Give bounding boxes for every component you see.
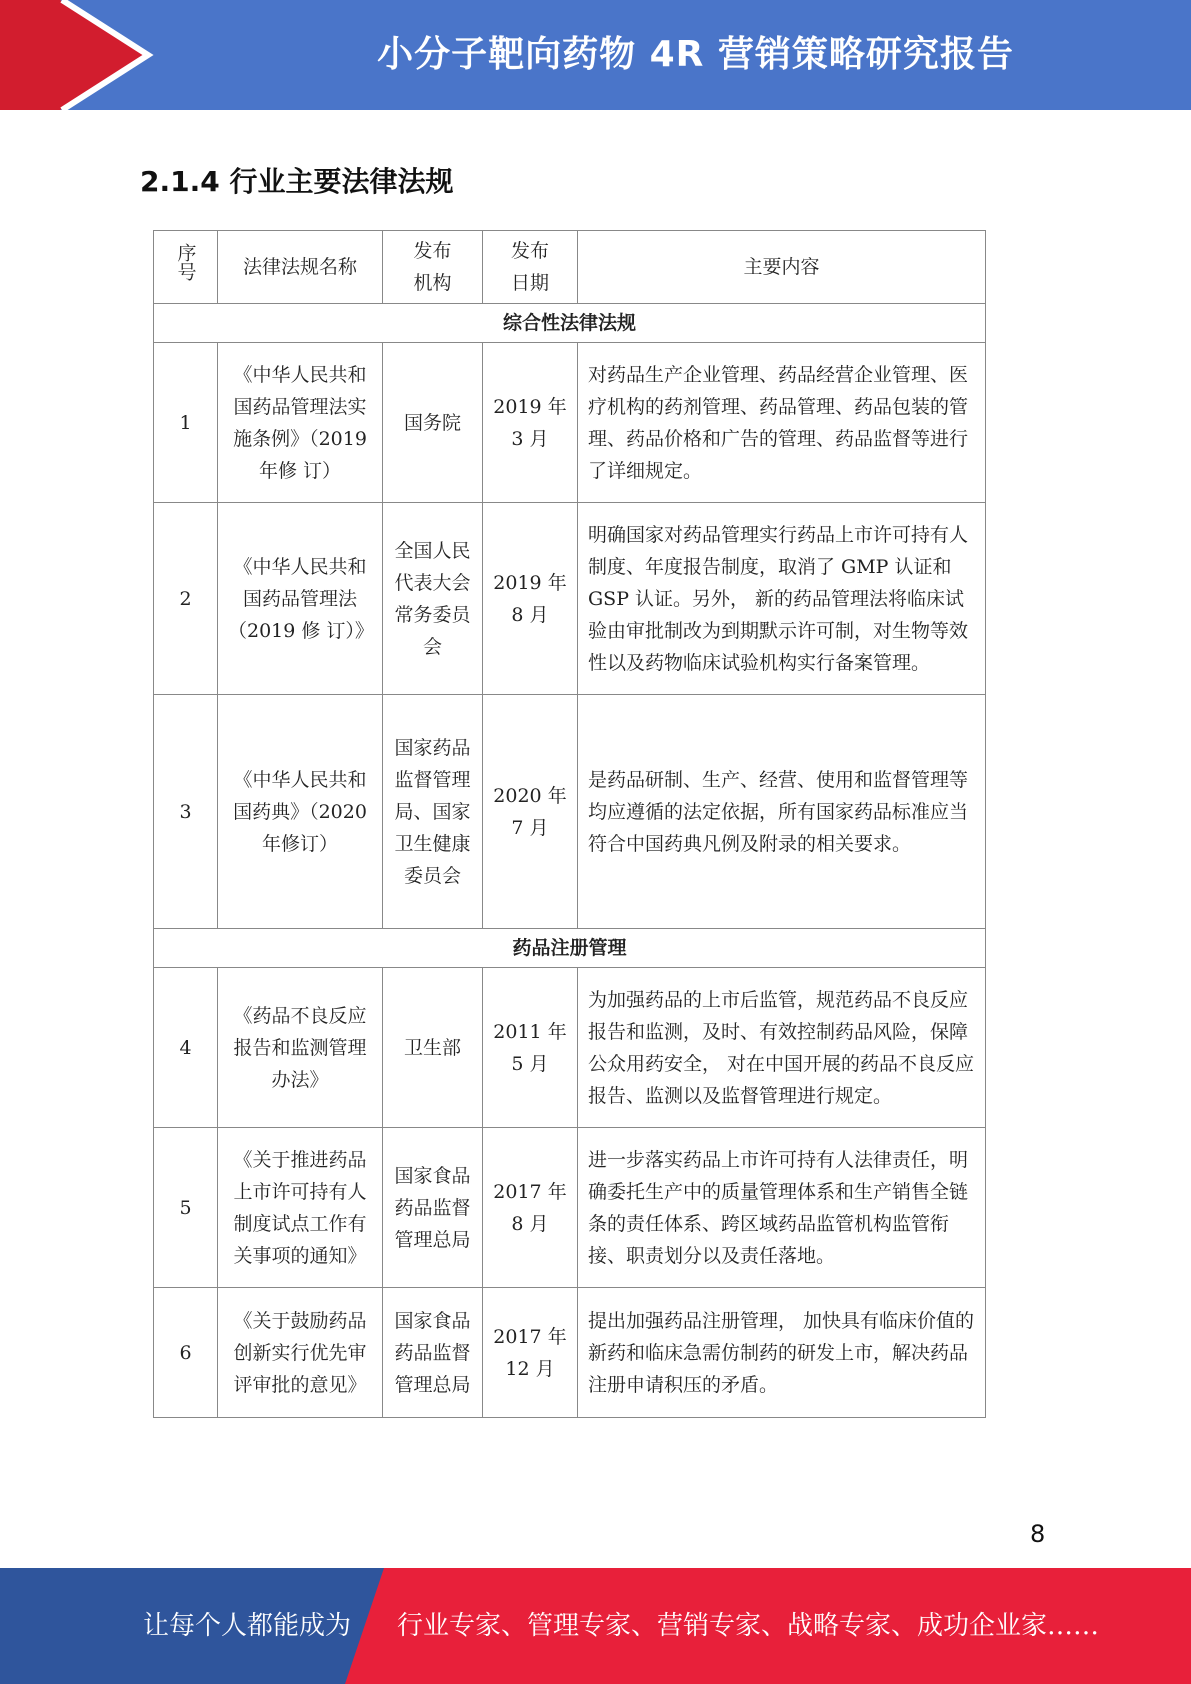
row-org: 国家食品药品监督管理总局 — [383, 1288, 483, 1418]
row-name: 《中华人民共和国药品管理法（2019 修 订）》 — [218, 503, 383, 695]
footer-slogan-right: 行业专家、管理专家、营销专家、战略专家、成功企业家…… — [397, 1611, 1100, 1641]
row-org: 全国人民代表大会常务委员会 — [383, 503, 483, 695]
row-org: 卫生部 — [383, 968, 483, 1128]
table-row — [154, 968, 986, 1128]
row-content: 明确国家对药品管理实行药品上市许可持有人制度、年度报告制度，取消了 GMP 认证和 GSP 认证。另外， 新的药品管理法将临床试验由审批制改为到期默示许可制，对生物等效性以及药物临床试验机构实行备案管理。 — [578, 503, 986, 695]
row-org: 国家食品药品监督管理总局 — [383, 1128, 483, 1288]
group-title: 药品注册管理 — [154, 929, 986, 968]
row-date: 2019 年 8 月 — [483, 503, 578, 695]
row-index: 6 — [154, 1288, 218, 1418]
row-index: 5 — [154, 1128, 218, 1288]
report-title: 小分子靶向药物 4R 营销策略研究报告 — [377, 34, 1014, 75]
row-name: 《关于鼓励药品创新实行优先审评审批的意见》 — [218, 1288, 383, 1418]
header-content: 主要内容 — [578, 231, 986, 304]
section-title: 2.1.4 行业主要法律法规 — [140, 165, 454, 198]
row-index: 3 — [154, 695, 218, 929]
page-number: 8 — [1030, 1520, 1046, 1548]
row-name: 《关于推进药品上市许可持有人制度试点工作有关事项的通知》 — [218, 1128, 383, 1288]
header-date: 发布 日期 — [483, 231, 578, 304]
row-index: 4 — [154, 968, 218, 1128]
header-chevron-decoration — [0, 0, 260, 110]
row-content: 为加强药品的上市后监管，规范药品不良反应报告和监测，及时、有效控制药品风险，保障公众用药安全， 对在中国开展的药品不良反应报告、监测以及监督管理进行规定。 — [578, 968, 986, 1128]
page-header — [0, 0, 1191, 110]
row-content: 提出加强药品注册管理， 加快具有临床价值的新药和临床急需仿制药的研发上市，解决药品注册申请积压的矛盾。 — [578, 1288, 986, 1418]
group-title: 综合性法律法规 — [154, 304, 986, 343]
row-name: 《药品不良反应报告和监测管理办法》 — [218, 968, 383, 1128]
table-row — [154, 1288, 986, 1418]
row-content: 对药品生产企业管理、药品经营企业管理、医疗机构的药剂管理、药品管理、药品包装的管理、药品价格和广告的管理、药品监督等进行了详细规定。 — [578, 343, 986, 503]
row-name: 《中华人民共和国药品管理法实施条例》（2019 年修 订） — [218, 343, 383, 503]
header-index: 序号 — [154, 231, 218, 304]
row-index: 2 — [154, 503, 218, 695]
header-name: 法律法规名称 — [218, 231, 383, 304]
row-date: 2020 年 7 月 — [483, 695, 578, 929]
row-date: 2017 年 12 月 — [483, 1288, 578, 1418]
row-name: 《中华人民共和国药典》（2020 年修订） — [218, 695, 383, 929]
table-row — [154, 1128, 986, 1288]
row-org: 国务院 — [383, 343, 483, 503]
table-row — [154, 503, 986, 695]
table-header-row — [154, 231, 986, 304]
footer-slogan-left: 让每个人都能成为 — [143, 1611, 352, 1641]
row-org: 国家药品监督管理局、国家卫生健康委员会 — [383, 695, 483, 929]
row-date: 2017 年 8 月 — [483, 1128, 578, 1288]
page-footer — [0, 1568, 1191, 1684]
group-row — [154, 929, 986, 968]
row-content: 进一步落实药品上市许可持有人法律责任，明确委托生产中的质量管理体系和生产销售全链条的责任体系、跨区域药品监管机构监管衔接、职责划分以及责任落地。 — [578, 1128, 986, 1288]
row-index: 1 — [154, 343, 218, 503]
row-content: 是药品研制、生产、经营、使用和监督管理等均应遵循的法定依据，所有国家药品标准应当符合中国药典凡例及附录的相关要求。 — [578, 695, 986, 929]
row-date: 2019 年 3 月 — [483, 343, 578, 503]
table-row — [154, 695, 986, 929]
table-row — [154, 343, 986, 503]
laws-table — [153, 230, 986, 1418]
header-org: 发布 机构 — [383, 231, 483, 304]
group-row — [154, 304, 986, 343]
row-date: 2011 年 5 月 — [483, 968, 578, 1128]
